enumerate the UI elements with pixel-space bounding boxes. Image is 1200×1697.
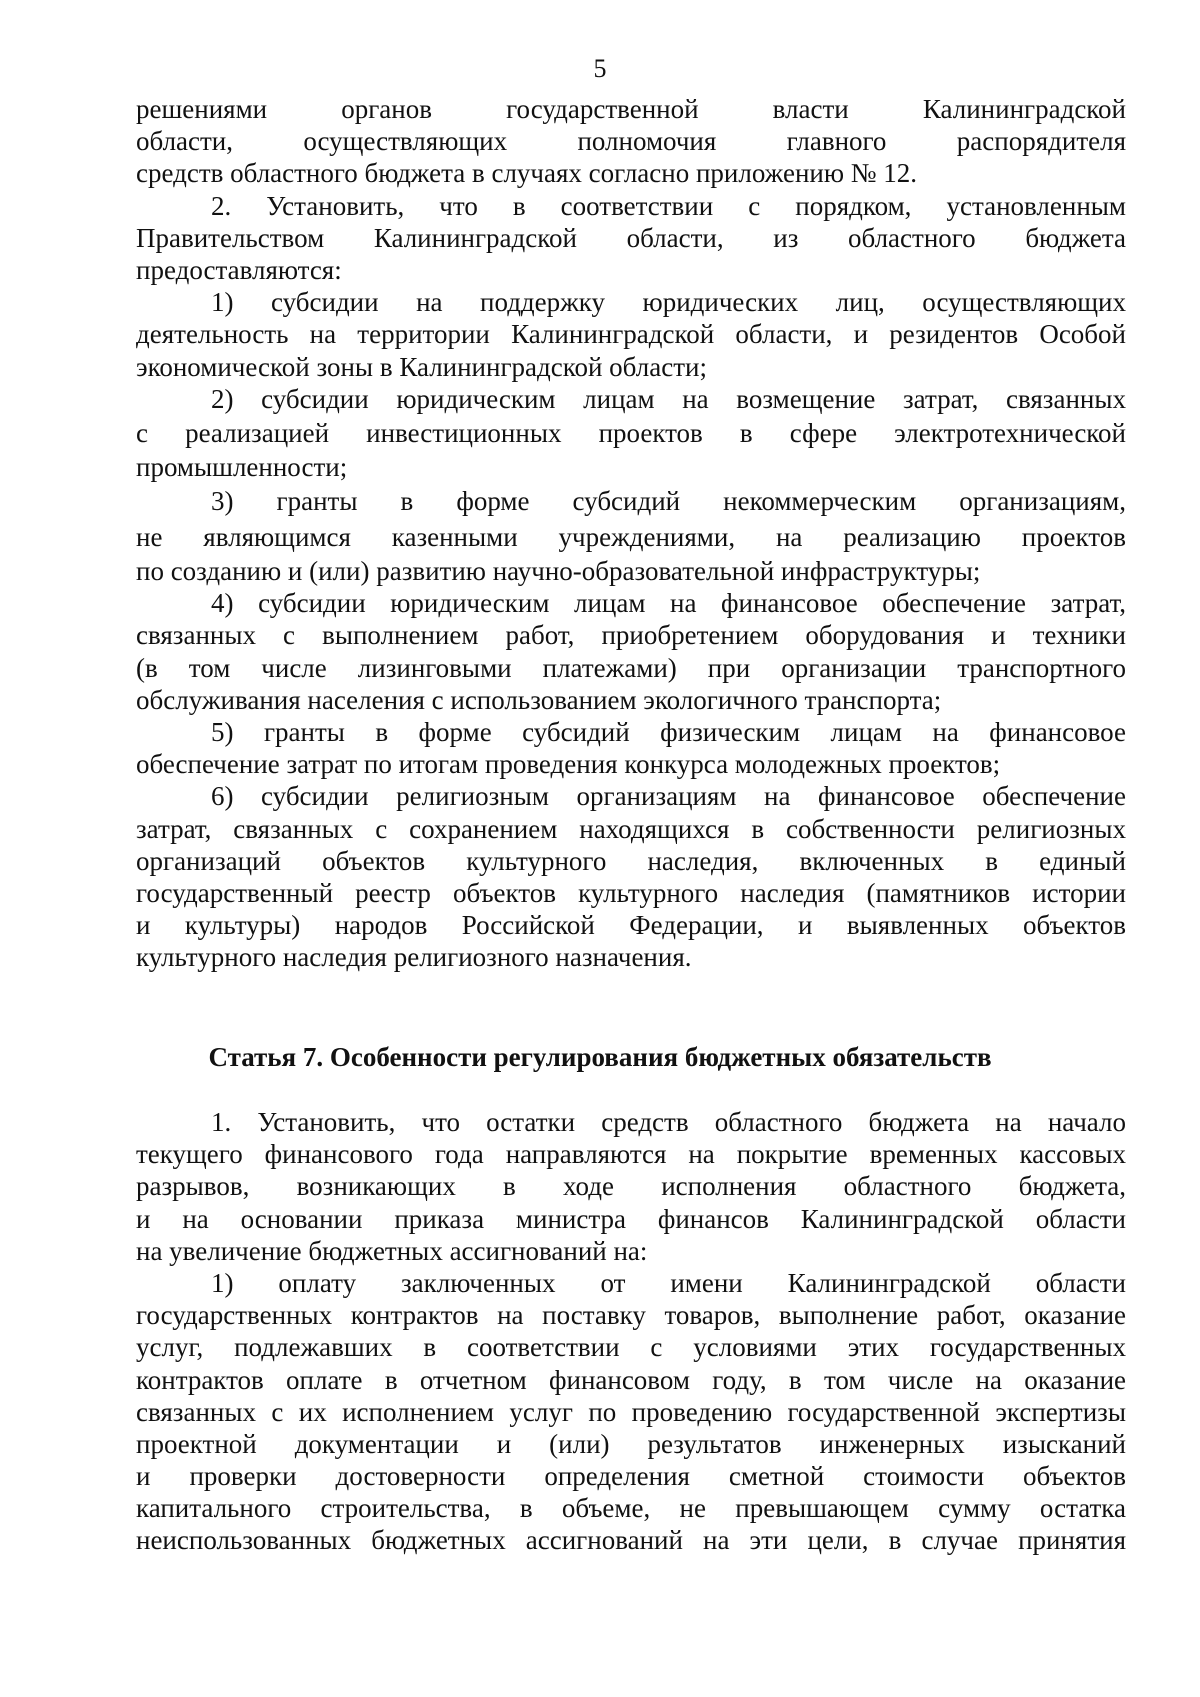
text-line: Правительством Калининградской области, из областного бюджета [136,222,1126,253]
page-number: 5 [593,54,607,83]
text-line: связанных с их исполнением услуг по проведению государственной экспертизы [136,1396,1126,1427]
text-line: текущего финансового года направляются на покрытие временных кассовых [136,1139,1126,1170]
article-7-text [136,1106,1126,1557]
text-line: культурного наследия религиозного назначения. [136,942,692,973]
text-line: предоставляются: [136,254,342,285]
text-line: неиспользованных бюджетных ассигнований на эти цели, в случае принятия [136,1525,1126,1556]
text-line: услуг, подлежавших в соответствии с условиями этих государственных [136,1332,1126,1363]
text-line: 3) гранты в форме субсидий некоммерческим организациям, [211,486,1126,517]
text-line: государственный реестр объектов культурного наследия (памятников истории [136,877,1126,908]
text-line: и проверки достоверности определения сметной стоимости объектов [136,1461,1126,1492]
text-line: и на основании приказа министра финансов Калининградской области [136,1203,1126,1234]
text-line: 2) субсидии юридическим лицам на возмещение затрат, связанных [211,383,1126,414]
text-line: государственных контрактов на поставку товаров, выполнение работ, оказание [136,1300,1126,1331]
text-line: с реализацией инвестиционных проектов в сфере электротехнической [136,417,1126,448]
text-line: контрактов оплате в отчетном финансовом году, в том числе на оказание [136,1364,1126,1395]
text-line: деятельность на территории Калининградской области, и резидентов Особой [136,319,1126,350]
text-line: экономической зоны в Калининградской области; [136,351,707,382]
text-line: 1. Установить, что остатки средств областного бюджета на начало [211,1107,1126,1137]
text-line: промышленности; [136,451,348,482]
text-line: (в том числе лизинговыми платежами) при организации транспортного [136,652,1126,683]
text-line: на увеличение бюджетных ассигнований на: [136,1235,648,1266]
text-line: организаций объектов культурного наследия, включенных в единый [136,845,1126,876]
text-line: 1) субсидии на поддержку юридических лиц, осуществляющих [211,287,1126,318]
text-line: и культуры) народов Российской Федерации, и выявленных объектов [136,910,1126,941]
text-line: не являющимся казенными учреждениями, на реализацию проектов [136,522,1126,553]
text-line: 1) оплату заключенных от имени Калининградской области [211,1267,1126,1298]
text-line: средств областного бюджета в случаях согласно приложению № 12. [136,158,918,189]
text-line: связанных с выполнением работ, приобретением оборудования и техники [136,620,1126,651]
text-line: решениями органов государственной власти Калининградской [136,94,1126,124]
text-line: проектной документации и (или) результатов инженерных изысканий [136,1428,1126,1459]
text-line: обслуживания населения с использованием экологичного транспорта; [136,684,942,715]
article-6-text [136,93,1126,974]
text-line: разрывов, возникающих в ходе исполнения областного бюджета, [136,1171,1126,1202]
text-line: затрат, связанных с сохранением находящихся в собственности религиозных [136,813,1126,844]
text-line: обеспечение затрат по итогам проведения конкурса молодежных проектов; [136,749,1001,780]
text-line: 4) субсидии юридическим лицам на финансовое обеспечение затрат, [211,588,1126,619]
text-line: 5) гранты в форме субсидий физическим лицам на финансовое [211,717,1126,747]
text-line: 2. Установить, что в соответствии с порядком, установленным [211,190,1126,221]
text-line: по созданию и (или) развитию научно-образовательной инфраструктуры; [136,556,981,587]
text-line: капитального строительства, в объеме, не превышающем сумму остатка [136,1493,1126,1524]
text-line: области, осуществляющих полномочия главного распорядителя [136,126,1126,157]
article-7-heading: Статья 7. Особенности регулирования бюджетных обязательств [208,1042,992,1072]
text-line: 6) субсидии религиозным организациям на финансовое обеспечение [211,781,1126,812]
